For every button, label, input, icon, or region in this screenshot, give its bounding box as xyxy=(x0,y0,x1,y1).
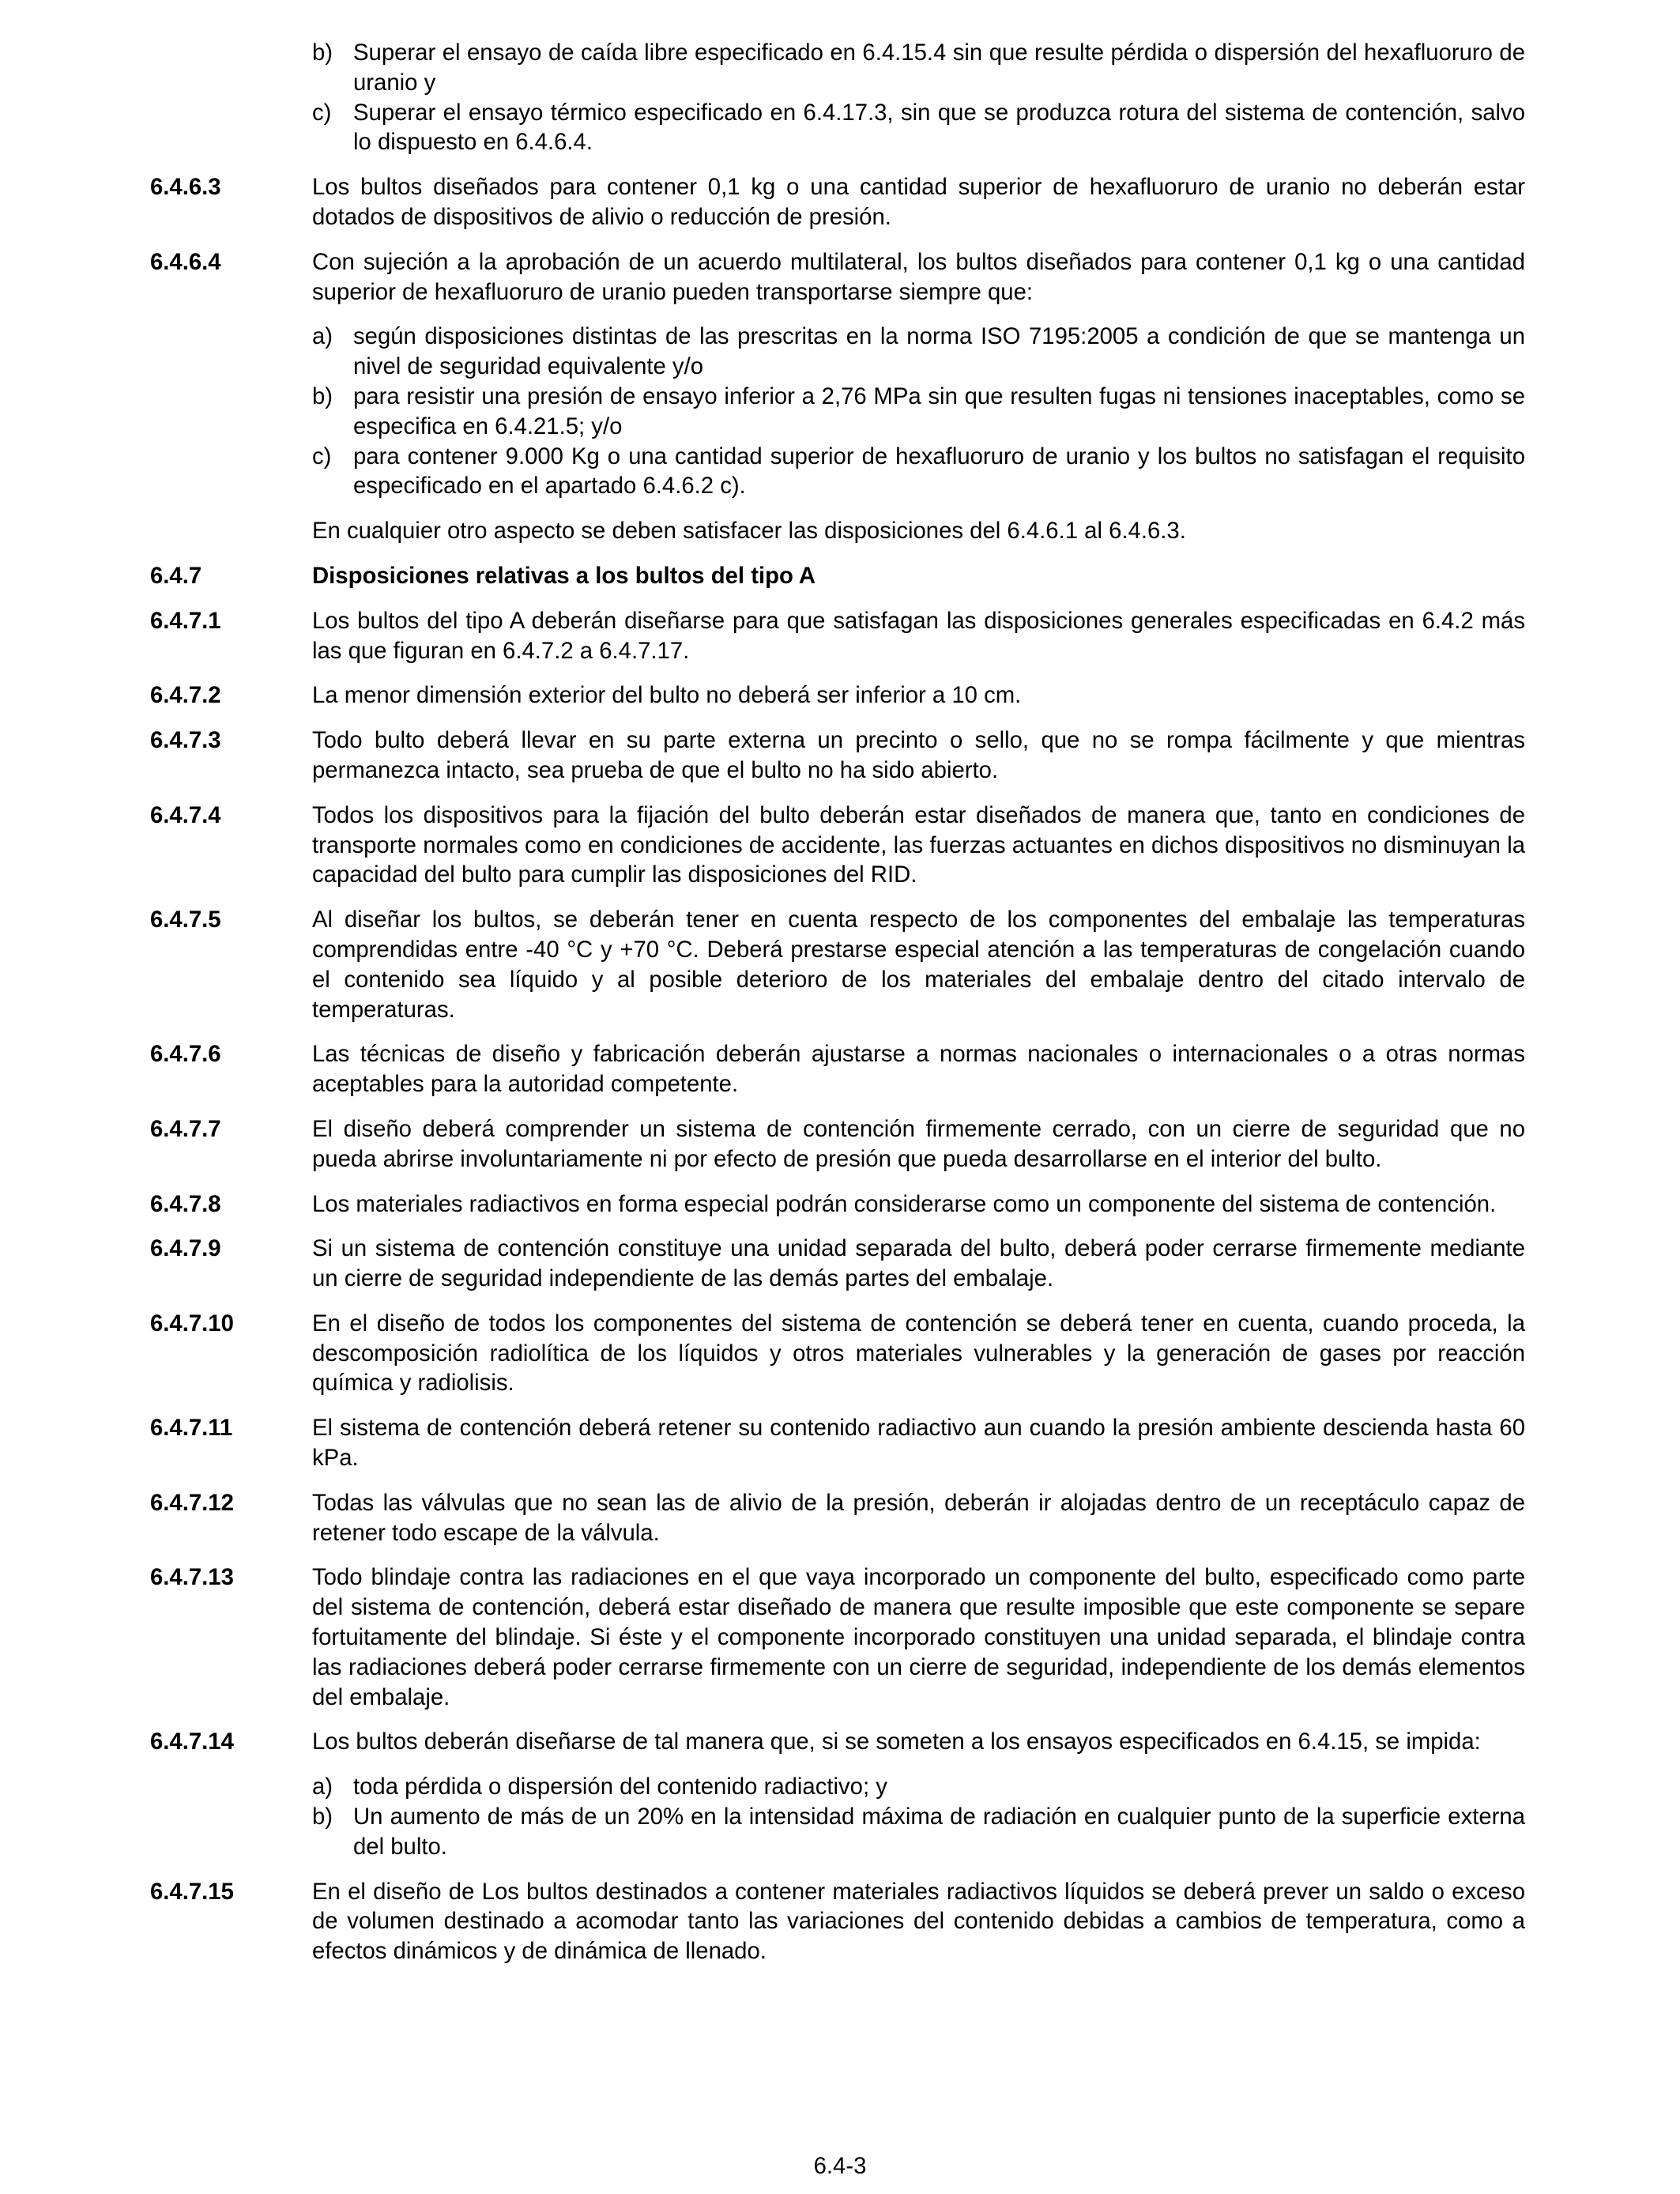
list-item xyxy=(312,1772,1525,1802)
list-item-text: para resistir una presión de ensayo inferior a 2,76 MPa sin que resulten fugas ni tensiones inaceptables, como se especifica en 6.4.21.5; y/o xyxy=(353,383,1525,439)
section-number: 6.4.7 xyxy=(150,562,202,589)
section-6-4-7-2 xyxy=(150,680,1525,711)
section-text: El diseño deberá comprender un sistema de contención firmemente cerrado, con un cierre de seguridad que no pueda abrirse involuntariamente ni por efecto de presión que pueda desarrollarse en el interior del bulto. xyxy=(312,1115,1525,1172)
section-6-4-7-14 xyxy=(150,1727,1525,1861)
section-number: 6.4.7.4 xyxy=(150,801,221,828)
section-number: 6.4.7.9 xyxy=(150,1235,221,1262)
section-text: Los bultos deberán diseñarse de tal manera que, si se someten a los ensayos especificados en 6.4.15, se impida: xyxy=(312,1728,1481,1755)
section-number: 6.4.7.15 xyxy=(150,1878,234,1905)
section-text: Al diseñar los bultos, se deberán tener en cuenta respecto de los componentes del embalaje las temperaturas comprendidas entre -40 °C y +70 °C. Deberá prestarse especial atención a las temperaturas de congelación cuando el contenido sea líquido y al posible deterioro de los materiales del embalaje dentro del citado intervalo de temperaturas. xyxy=(312,907,1525,1023)
section-6-4-7-12 xyxy=(150,1488,1525,1548)
section-number: 6.4.7.13 xyxy=(150,1564,234,1591)
list-item xyxy=(312,442,1525,502)
section-number: 6.4.7.6 xyxy=(150,1041,221,1068)
list-item-label: b) xyxy=(312,40,333,66)
section-number: 6.4.7.12 xyxy=(150,1489,234,1516)
section-6-4-7-9 xyxy=(150,1234,1525,1294)
section-6-4-7-11 xyxy=(150,1413,1525,1473)
section-number: 6.4.7.2 xyxy=(150,682,221,709)
list-item-label: b) xyxy=(312,1804,333,1830)
section-text: Las técnicas de diseño y fabricación deberán ajustarse a normas nacionales o internacionales o a otras normas aceptables para la autoridad competente. xyxy=(312,1041,1525,1098)
list-item xyxy=(312,98,1525,158)
section-text: Todo bulto deberá llevar en su parte externa un precinto o sello, que no se rompa fácilmente y que mientras permanezca intacto, sea prueba de que el bulto no ha sido abierto. xyxy=(312,727,1525,783)
list-item-label: a) xyxy=(312,1774,333,1800)
section-text: Todos los dispositivos para la fijación del bulto deberán estar diseñados de manera que, tanto en condiciones de transporte normales como en condiciones de accidente, las fuerzas actuantes en dichos dispositivos no disminuyan la capacidad del bulto para cumplir las disposiciones del RID. xyxy=(312,801,1525,888)
section-number: 6.4.7.1 xyxy=(150,607,221,634)
section-6-4-7-8 xyxy=(150,1189,1525,1220)
section-list xyxy=(312,322,1525,501)
section-text: En el diseño de Los bultos destinados a contener materiales radiactivos líquidos se deberá prever un saldo o exceso de volumen destinado a acomodar tanto las variaciones del contenido debidas a cambios de temperatura, como a efectos dinámicos y de dinámica de llenado. xyxy=(312,1878,1525,1965)
section-number: 6.4.6.3 xyxy=(150,174,221,201)
list-item-text: toda pérdida o dispersión del contenido radiactivo; y xyxy=(353,1774,887,1800)
section-list xyxy=(312,1772,1525,1861)
list-item-label: b) xyxy=(312,383,333,409)
section-6-4-7-4 xyxy=(150,801,1525,890)
section-number: 6.4.7.11 xyxy=(150,1415,233,1442)
section-6-4-7-13 xyxy=(150,1563,1525,1712)
section-6-4-7 xyxy=(150,561,1525,591)
document-page xyxy=(150,38,1525,1981)
section-6-4-7-1 xyxy=(150,606,1525,666)
list-item xyxy=(312,38,1525,98)
section-text: Todo blindaje contra las radiaciones en el que vaya incorporado un componente del bulto, especificado como parte del sistema de contención, deberá estar diseñado de manera que resulte imposible que este componente se separe fortuitamente del blindaje. Si éste y el componente incorporado constituyen una unidad separada, el blindaje contra las radiaciones deberá poder cerrarse firmemente con un cierre de seguridad, independiente de los demás elementos del embalaje. xyxy=(312,1564,1525,1710)
section-number: 6.4.7.7 xyxy=(150,1115,221,1142)
section-text: Los materiales radiactivos en forma especial podrán considerarse como un componente del sistema de contención. xyxy=(312,1190,1497,1217)
section-number: 6.4.7.14 xyxy=(150,1728,234,1755)
intro-list xyxy=(312,38,1525,157)
section-text: Todas las válvulas que no sean las de alivio de la presión, deberán ir alojadas dentro de un receptáculo capaz de retener todo escape de la válvula. xyxy=(312,1489,1525,1546)
section-number: 6.4.7.5 xyxy=(150,907,221,933)
section-text: Los bultos diseñados para contener 0,1 kg o una cantidad superior de hexafluoruro de uranio no deberán estar dotados de dispositivos de alivio o reducción de presión. xyxy=(312,174,1525,230)
section-6-4-7-15 xyxy=(150,1877,1525,1966)
section-number: 6.4.6.4 xyxy=(150,248,221,275)
page-number: 6.4-3 xyxy=(813,2153,867,2179)
section-number: 6.4.7.10 xyxy=(150,1310,234,1336)
section-title: Disposiciones relativas a los bultos del tipo A xyxy=(312,562,816,589)
section-6-4-6-3 xyxy=(150,172,1525,232)
section-text: Si un sistema de contención constituye una unidad separada del bulto, deberá poder cerrarse firmemente mediante un cierre de seguridad independiente de las demás partes del embalaje. xyxy=(312,1235,1525,1292)
list-item-text: Un aumento de más de un 20% en la intensidad máxima de radiación en cualquier punto de la superficie externa del bulto. xyxy=(353,1804,1525,1860)
section-6-4-7-7 xyxy=(150,1114,1525,1174)
section-number: 6.4.7.8 xyxy=(150,1190,221,1217)
section-text: La menor dimensión exterior del bulto no deberá ser inferior a 10 cm. xyxy=(312,682,1022,709)
list-item xyxy=(312,322,1525,382)
section-closing-text: En cualquier otro aspecto se deben satisfacer las disposiciones del 6.4.6.1 al 6.4.6.3. xyxy=(312,518,1186,545)
list-item-text: según disposiciones distintas de las prescritas en la norma ISO 7195:2005 a condición de que se mantenga un nivel de seguridad equivalente y/o xyxy=(353,323,1525,380)
section-text: Los bultos del tipo A deberán diseñarse para que satisfagan las disposiciones generales especificadas en 6.4.2 más las que figuran en 6.4.7.2 a 6.4.7.17. xyxy=(312,607,1525,664)
section-6-4-6-4 xyxy=(150,247,1525,546)
section-6-4-7-3 xyxy=(150,726,1525,786)
section-text: En el diseño de todos los componentes del sistema de contención se deberá tener en cuenta, cuando proceda, la descomposición radiolítica de los líquidos y otros materiales vulnerables y la generación de gases por reacción química y radiolisis. xyxy=(312,1310,1525,1397)
section-text: Con sujeción a la aprobación de un acuerdo multilateral, los bultos diseñados para contener 0,1 kg o una cantidad superior de hexafluoruro de uranio pueden transportarse siempre que: xyxy=(312,248,1525,305)
section-6-4-7-10 xyxy=(150,1309,1525,1398)
section-text: El sistema de contención deberá retener su contenido radiactivo aun cuando la presión ambiente descienda hasta 60 kPa. xyxy=(312,1415,1525,1472)
list-item xyxy=(312,1802,1525,1862)
list-item-text: Superar el ensayo de caída libre especificado en 6.4.15.4 sin que resulte pérdida o dispersión del hexafluoruro de uranio y xyxy=(353,40,1525,96)
list-item-text: para contener 9.000 Kg o una cantidad superior de hexafluoruro de uranio y los bultos no satisfagan el requisito especificado en el apartado 6.4.6.2 c). xyxy=(353,443,1525,499)
list-item-label: a) xyxy=(312,323,333,350)
list-item-label: c) xyxy=(312,99,332,126)
section-number: 6.4.7.3 xyxy=(150,727,221,754)
section-6-4-7-6 xyxy=(150,1039,1525,1099)
section-6-4-7-5 xyxy=(150,905,1525,1024)
list-item-text: Superar el ensayo térmico especificado en 6.4.17.3, sin que se produzca rotura del sistema de contención, salvo lo dispuesto en 6.4.6.4. xyxy=(353,99,1525,156)
list-item-label: c) xyxy=(312,443,332,469)
list-item xyxy=(312,382,1525,442)
